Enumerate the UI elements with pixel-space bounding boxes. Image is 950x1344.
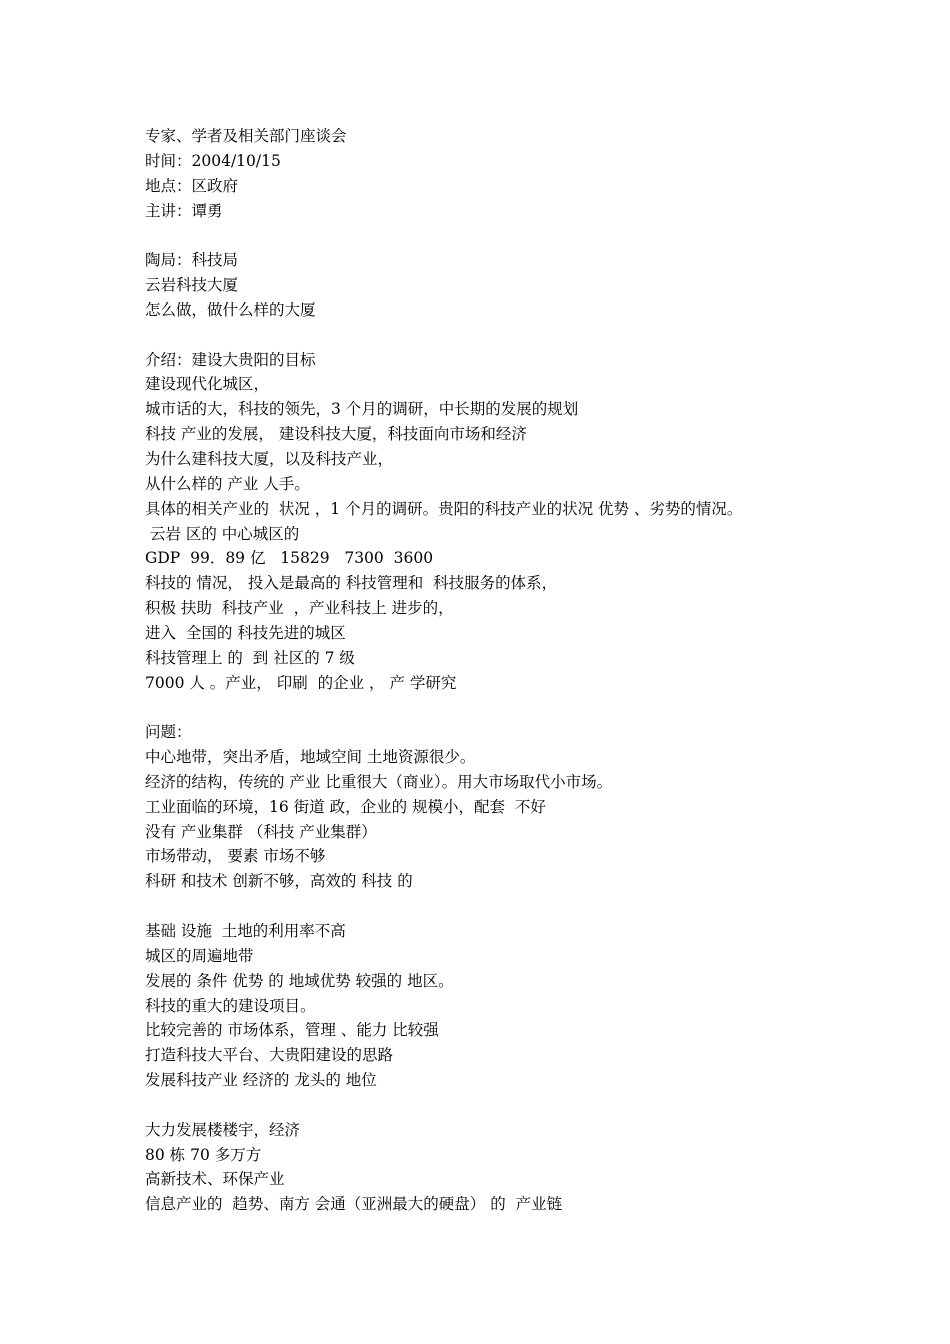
text-line: 陶局：科技局	[145, 251, 239, 270]
text-line: 高新技术、环保产业	[145, 1170, 285, 1189]
document-body	[145, 124, 905, 1217]
text-line: 云岩科技大厦	[145, 276, 239, 295]
text-line: 基础 设施 土地的利用率不高	[145, 922, 346, 940]
header-block	[145, 124, 905, 223]
text-line: 建设现代化城区，	[145, 375, 270, 394]
text-line: 经济的结构，传统的 产业 比重很大（商业）。用大市场取代小市场。	[145, 772, 613, 791]
paragraph-gap	[145, 1093, 905, 1118]
section-introduction	[145, 348, 905, 696]
text-line: GDP 99．89 亿 15829 7300 3600	[145, 549, 434, 568]
text-line: 发展的 条件 优势 的 地域优势 较强的 地区。	[145, 971, 454, 990]
paragraph-gap	[145, 323, 905, 348]
text-line: 80 栋 70 多万方	[145, 1145, 262, 1164]
text-line: 7000 人 。产业， 印刷 的企业 ， 产 学研究	[145, 673, 457, 692]
text-line: 具体的相关产业的 状况 ，1 个月的调研。贵阳的科技产业的状况 优势 、劣势的情况。	[145, 499, 743, 518]
text-line: 云岩 区的 中心城区的	[145, 524, 300, 543]
text-line: 中心地带，突出矛盾，地域空间 土地资源很少。	[145, 748, 476, 767]
section-problems	[145, 720, 905, 894]
text-line: 介绍：建设大贵阳的目标	[145, 350, 316, 369]
text-line: 信息产业的 趋势、南方 会通（亚洲最大的硬盘） 的 产业链	[145, 1195, 563, 1214]
paragraph-gap	[145, 894, 905, 919]
section-building-economy	[145, 1118, 905, 1217]
paragraph-gap	[145, 223, 905, 248]
text-line: 发展科技产业 经济的 龙头的 地位	[145, 1071, 377, 1090]
text-line: 进入 全国的 科技先进的城区	[145, 623, 346, 642]
text-line: 城区的周遍地带	[145, 946, 254, 965]
meeting-time: 时间：2004/10/15	[145, 151, 281, 170]
text-line: 没有 产业集群 （科技 产业集群）	[145, 822, 377, 841]
text-line: 科研 和技术 创新不够，高效的 科技 的	[145, 872, 413, 891]
text-line: 工业面临的环境，16 街道 政，企业的 规模小，配套 不好	[145, 797, 546, 816]
text-line: 大力发展楼楼宇，经济	[145, 1120, 301, 1139]
text-line: 科技管理上 的 到 社区的 7 级	[145, 648, 355, 667]
text-line: 积极 扶助 科技产业 ，产业科技上 进步的，	[145, 599, 454, 618]
section-tao-ju	[145, 248, 905, 323]
section-infrastructure	[145, 919, 905, 1093]
meeting-location: 地点：区政府	[145, 176, 239, 195]
text-line: 科技的 情况， 投入是最高的 科技管理和 科技服务的体系，	[145, 574, 558, 593]
text-line: 城市话的大，科技的领先，3 个月的调研，中长期的发展的规划	[145, 400, 579, 419]
document-title: 专家、学者及相关部门座谈会	[145, 127, 347, 145]
text-line: 为什么建科技大厦，以及科技产业，	[145, 449, 394, 468]
text-line: 问题：	[145, 723, 192, 742]
text-line: 比较完善的 市场体系，管理 、能力 比较强	[145, 1021, 439, 1040]
paragraph-gap	[145, 695, 905, 720]
text-line: 市场带动， 要素 市场不够	[145, 847, 326, 866]
meeting-speaker: 主讲：谭勇	[145, 201, 223, 220]
text-line: 科技的重大的建设项目。	[145, 996, 316, 1015]
text-line: 从什么样的 产业 人手。	[145, 474, 310, 493]
text-line: 打造科技大平台、大贵阳建设的思路	[145, 1046, 394, 1065]
text-line: 怎么做，做什么样的大厦	[145, 300, 316, 319]
text-line: 科技 产业的发展， 建设科技大厦，科技面向市场和经济	[145, 425, 527, 444]
